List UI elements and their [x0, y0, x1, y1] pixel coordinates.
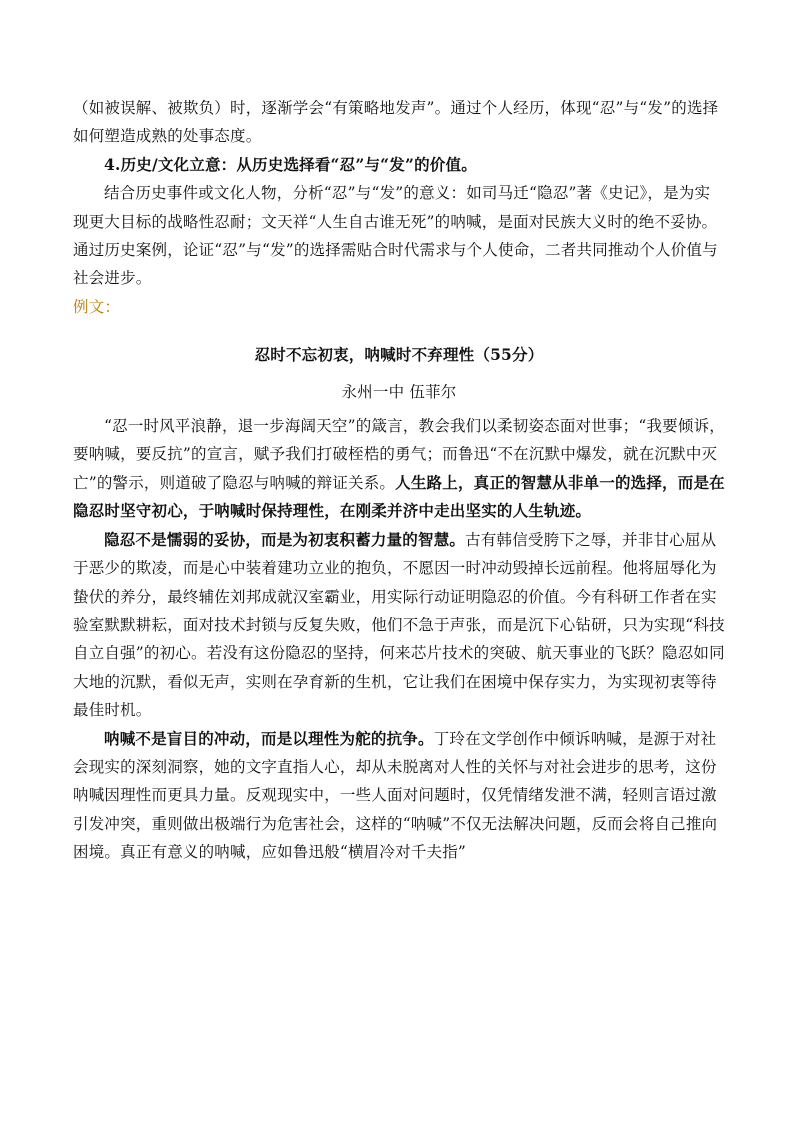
essay-paragraph-3-topic: 呐喊不是盲目的冲动，而是以理性为舵的抗争。: [104, 728, 434, 748]
essay-paragraph-2-text: 古有韩信受胯下之辱，并非甘心屈从于恶少的欺凌，而是心中装着建功立业的抱负，不愿因一时冲动毁掉长远前程。他将屈辱化为蛰伏的养分，最终辅佐刘邦成就汉室霸业，用实际行动证明隐忍的价值。今有科研工作者在实验室默默耕耘，面对技术封锁与反复失败，他们不急于声张，而是沉下心钻研，只为实现“科技自立自强”的初心。若没有这份隐忍的坚持，何来芯片技术的突破、航天事业的飞跃？隐忍如同大地的沉默，看似无声，实则在孕育新的生机，它让我们在困境中保存实力，为实现初衷等待最佳时机。: [73, 530, 725, 720]
essay-paragraph-3-text: 丁玲在文学创作中倾诉呐喊，是源于对社会现实的深刻洞察，她的文字直指人心，却从未脱离对人性的关怀与对社会进步的思考，这份呐喊因理性而更具力量。反观现实中，一些人面对问题时，仅凭情绪发泄不满，轻则言语过激引发冲突，重则做出极端行为危害社会，这样的“呐喊”不仅无法解决问题，反而会将自己推向困境。真正有意义的呐喊，应如鲁迅般“横眉冷对千夫指”: [73, 729, 718, 862]
document-body: [73, 94, 725, 867]
essay-paragraph-2-topic: 隐忍不是懦弱的妥协，而是为初衷积蓄力量的智慧。: [104, 529, 466, 549]
essay-author: 永州一中 伍菲尔: [341, 382, 457, 401]
paragraph-history-culture: 结合历史事件或文化人物，分析“忍”与“发”的意义：如司马迁“隐忍”著《史记》，是为实现更大目标的战略性忍耐；文天祥“人生自古谁无死”的呐喊，是面对民族大义时的绝不妥协。通过历史案例，论证“忍”与“发”的选择需贴合时代需求与个人使命，二者共同推动个人价值与社会进步。: [73, 184, 718, 288]
essay-paragraph-1: [73, 412, 725, 526]
essay-paragraph-2: [73, 526, 725, 725]
essay-paragraph-3: [73, 725, 725, 867]
essay-paragraph-1-text: “忍一时风平浪静，退一步海阔天空”的箴言，教会我们以柔韧姿态面对世事；“我要倾诉，要呐喊，要反抗”的宣言，赋予我们打破桎梏的勇气；而鲁迅“不在沉默中爆发，就在沉默中灭亡”的警示，则道破了隐忍与呐喊的辩证关系。: [73, 417, 725, 492]
example-essay-label: 例文：: [73, 297, 121, 316]
essay-title: 忍时不忘初衷，呐喊时不弃理性（55分）: [254, 345, 544, 365]
paragraph-personal-experience: （如被误解、被欺负）时，逐渐学会“有策略地发声”。通过个人经历，体现“忍”与“发”的选择如何塑造成熟的处事态度。: [73, 99, 719, 146]
essay-thesis: 人生路上，真正的智慧从非单一的选择，而是在隐忍时坚守初心，于呐喊时保持理性，在刚柔并济中走出坚实的人生轨迹。: [73, 472, 725, 521]
section-heading-history-culture: 4.历史/文化立意：从历史选择看“忍”与“发”的价值。: [104, 154, 477, 174]
